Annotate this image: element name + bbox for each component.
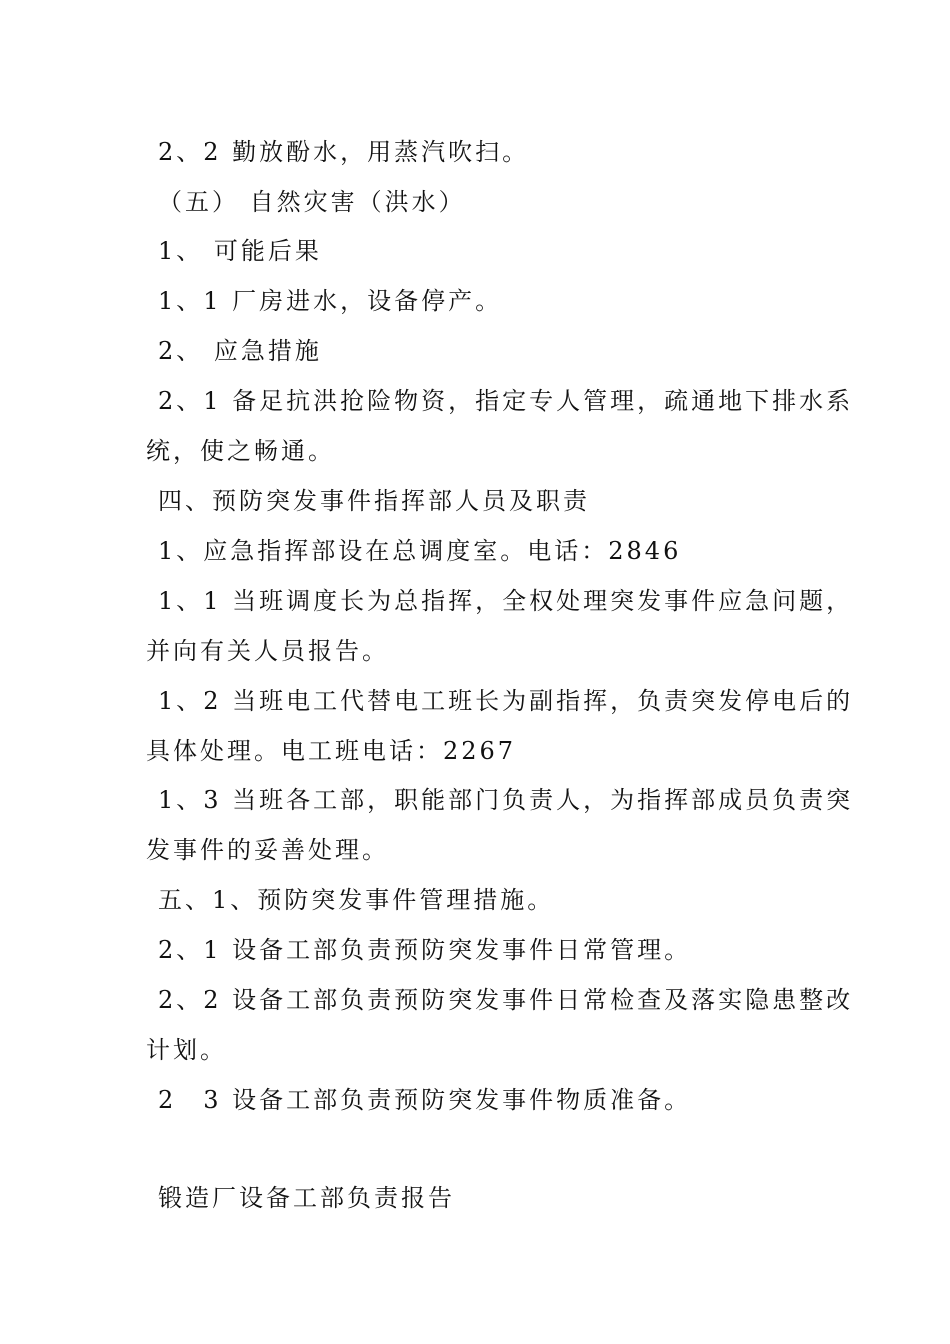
text-line-12: 1、2 当班电工代替电工班长为副指挥，负责突发停电后的: [158, 687, 854, 715]
text-line-10: 1、1 当班调度长为总指挥，全权处理突发事件应急问题，: [158, 587, 854, 615]
text-line-6: 2、1 备足抗洪抢险物资，指定专人管理，疏通地下排水系: [158, 387, 854, 415]
text-line-15: 发事件的妥善处理。: [146, 836, 389, 864]
text-line-11: 并向有关人员报告。: [146, 637, 389, 665]
text-line-3: 1、 可能后果: [158, 237, 322, 265]
section-heading-measures: 五、1、预防突发事件管理措施。: [158, 886, 555, 914]
report-signature-line: 锻造厂设备工部负责报告: [158, 1184, 455, 1212]
text-line-5: 2、 应急措施: [158, 337, 322, 365]
text-line-4: 1、1 厂房进水，设备停产。: [158, 287, 503, 315]
text-line-19: 计划。: [146, 1036, 227, 1064]
text-line-7: 统，使之畅通。: [146, 437, 335, 465]
text-line-20: 2 3 设备工部负责预防突发事件物质准备。: [158, 1086, 692, 1114]
text-line-13: 具体处理。电工班电话：2267: [146, 737, 517, 765]
text-line-9: 1、应急指挥部设在总调度室。电话：2846: [158, 537, 682, 565]
text-line-14: 1、3 当班各工部，职能部门负责人，为指挥部成员负责突: [158, 786, 854, 814]
section-heading-command: 四、预防突发事件指挥部人员及职责: [158, 487, 590, 515]
text-line-1: 2、2 勤放酚水，用蒸汽吹扫。: [158, 138, 530, 166]
text-line-17: 2、1 设备工部负责预防突发事件日常管理。: [158, 936, 692, 964]
text-line-18: 2、2 设备工部负责预防突发事件日常检查及落实隐患整改: [158, 986, 854, 1014]
section-heading-natural-disaster: （五） 自然灾害（洪水）: [158, 188, 466, 216]
